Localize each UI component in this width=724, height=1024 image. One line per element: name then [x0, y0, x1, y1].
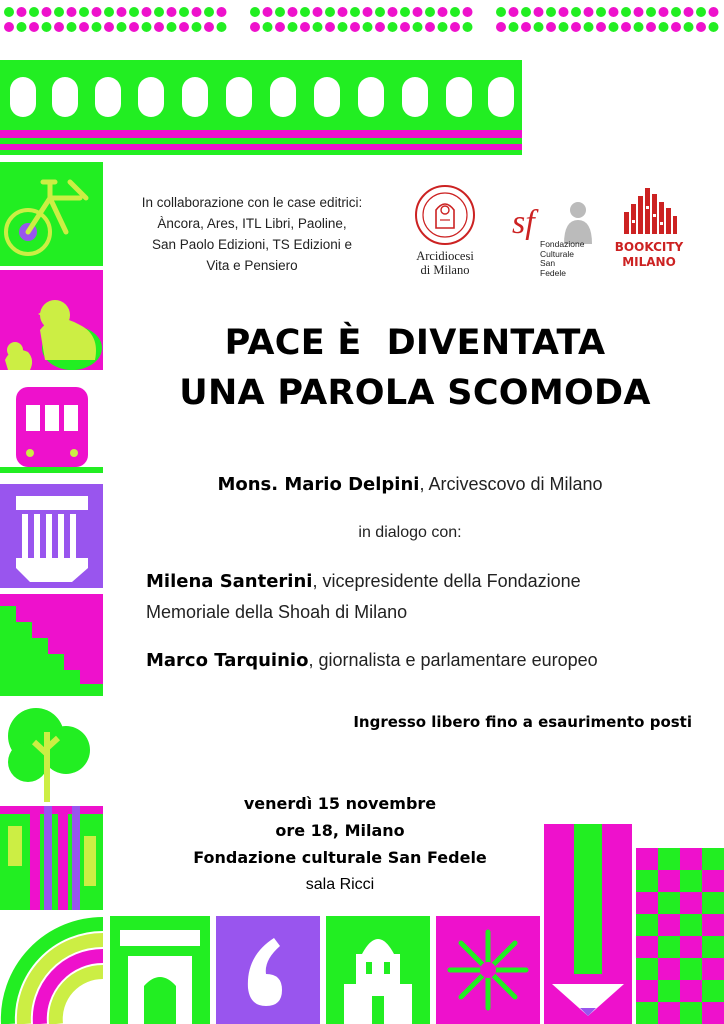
speaker-santerini — [146, 566, 706, 627]
san-fedele-line4: Fedele — [540, 267, 566, 278]
rainbow-icon — [0, 916, 103, 1024]
checker-icon — [636, 848, 724, 1024]
san-fedele-text — [540, 240, 584, 278]
collab-line: Àncora, Ares, ITL Libri, Paoline, — [157, 216, 347, 231]
collaboration-text — [118, 192, 386, 276]
title-line1: PACE È DIVENTATA — [224, 323, 606, 363]
collab-line: San Paolo Edizioni, TS Edizioni e — [151, 237, 353, 252]
bicycle-icon — [0, 162, 103, 266]
dialog-label: in dialogo con: — [358, 524, 462, 541]
birds-icon — [0, 270, 103, 370]
title-line2: UNA PAROLA SCOMODA — [179, 373, 651, 413]
event-title — [110, 318, 720, 418]
stripes-icon — [0, 806, 103, 910]
speaker-tarquinio — [146, 645, 706, 676]
bookcity-line1: BOOKCITY — [614, 240, 684, 254]
stairs-icon — [0, 594, 103, 696]
arcidiocesi-seal-logo — [414, 184, 476, 246]
san-fedele-line2: Culturale — [540, 248, 575, 259]
arcidiocesi-line1: Arcidiocesi — [416, 249, 474, 263]
arcidiocesi-line2: di Milano — [420, 263, 470, 277]
quote-icon — [216, 916, 320, 1024]
bookcity-line2: MILANO — [622, 255, 676, 269]
event-room: sala Ricci — [305, 876, 375, 893]
tree-icon — [0, 704, 103, 802]
speaker-name: Milena Santerini — [146, 571, 313, 592]
collab-line: In collaborazione con le case editrici: — [141, 195, 363, 210]
arch-icon — [110, 916, 210, 1024]
burst-icon — [436, 916, 540, 1024]
pillar-icon — [0, 484, 103, 588]
top-dots-decoration — [0, 0, 724, 40]
event-venue: Fondazione culturale San Fedele — [193, 848, 487, 867]
san-fedele-line3: San — [540, 258, 556, 268]
san-fedele-mark: sf — [512, 204, 535, 241]
san-fedele-line1: Fondazione — [540, 239, 585, 249]
speaker-name: Marco Tarquinio — [146, 650, 309, 671]
event-time-place: ore 18, Milano — [275, 821, 405, 840]
event-details — [180, 790, 500, 898]
main-speaker-name: Mons. Mario Delpini — [217, 474, 420, 495]
arcidiocesi-logo-text — [402, 249, 488, 277]
banner-film-strip — [0, 60, 522, 160]
church-icon — [326, 916, 430, 1024]
event-date: venerdì 15 novembre — [243, 794, 437, 813]
collab-line: Vita e Pensiero — [206, 258, 298, 273]
main-speaker-role: , Arcivescovo di Milano — [419, 474, 603, 494]
san-fedele-logo — [510, 196, 592, 282]
speaker-role-continued: Memoriale della Shoah di Milano — [146, 602, 408, 622]
entry-note: Ingresso libero fino a esaurimento posti — [353, 713, 692, 731]
speaker-role: , vicepresidente della Fondazione — [312, 571, 581, 591]
tram-icon — [0, 375, 103, 475]
pencil-icon — [544, 824, 632, 1024]
bookcity-logo-text — [606, 240, 692, 270]
main-speaker — [110, 469, 710, 500]
speaker-role: , giornalista e parlamentare europeo — [308, 650, 598, 670]
bookcity-books-icon — [622, 186, 678, 234]
